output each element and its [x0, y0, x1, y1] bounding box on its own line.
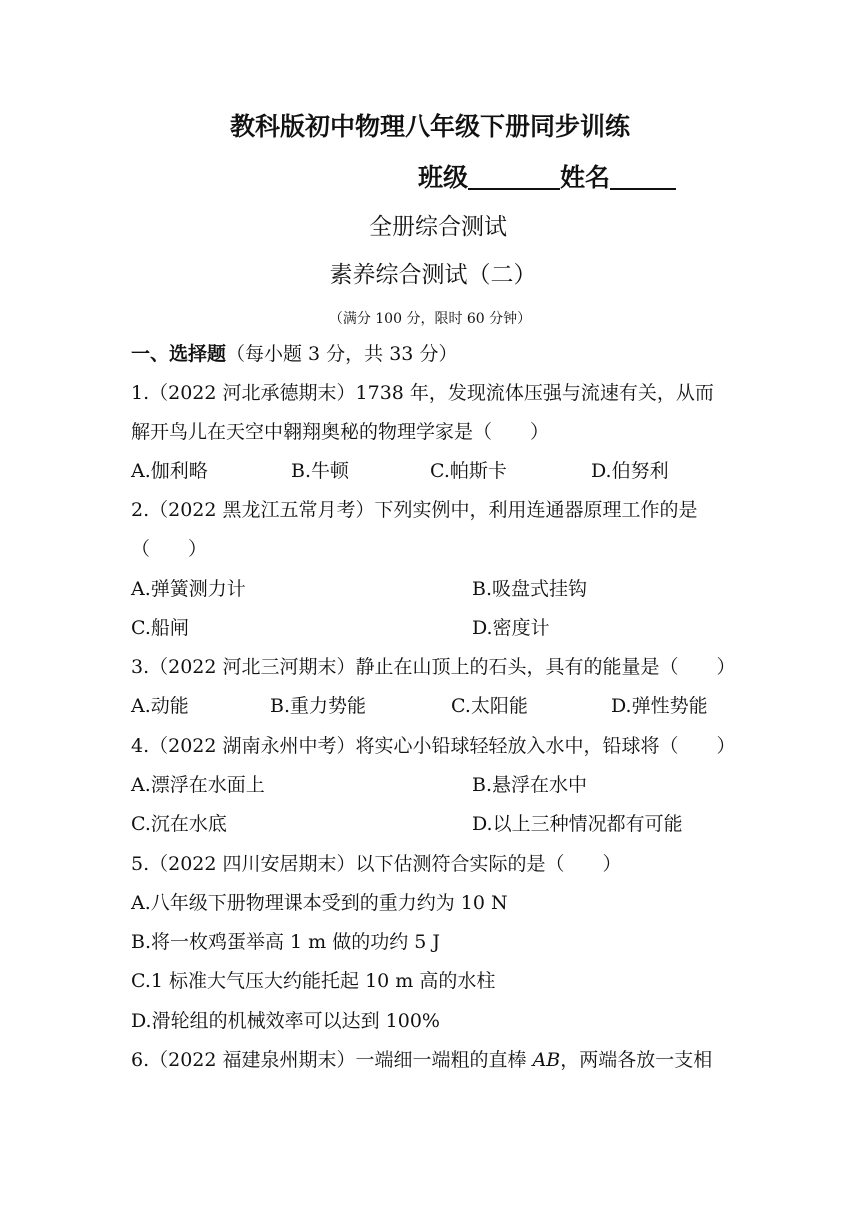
question-4-option-b[interactable]: B.悬浮在水中 — [472, 774, 588, 796]
question-6-text-post: ，两端各放一支相 — [560, 1049, 713, 1071]
section-title: 一、选择题 — [131, 343, 227, 365]
question-5-option-c[interactable]: C.1 标准大气压大约能托起 10 m 高的水柱 — [131, 970, 496, 992]
question-5-option-a[interactable]: A.八年级下册物理课本受到的重力约为 10 N — [131, 892, 508, 914]
question-5-option-d[interactable]: D.滑轮组的机械效率可以达到 100% — [131, 1010, 440, 1032]
question-5-option-b[interactable]: B.将一枚鸡蛋举高 1 m 做的功约 5 J — [131, 931, 441, 953]
question-5-line-1: 5.（2022 四川安居期末）以下估测符合实际的是（ ） — [131, 853, 622, 875]
question-2-option-b[interactable]: B.吸盘式挂钩 — [472, 578, 588, 600]
subtitle-whole-book-test: 全册综合测试 — [369, 214, 507, 240]
section-heading — [131, 341, 457, 367]
class-blank[interactable] — [468, 166, 560, 190]
question-2-option-a[interactable]: A.弹簧测力计 — [131, 578, 246, 600]
name-blank[interactable] — [610, 166, 676, 190]
question-1-option-a[interactable]: A.伽利略 — [131, 460, 208, 482]
question-6-variable: AB — [532, 1049, 561, 1071]
question-2-option-d[interactable]: D.密度计 — [472, 617, 550, 639]
name-label: 姓名 — [560, 163, 611, 192]
class-name-fields — [418, 158, 676, 194]
question-2-line-2: （ ） — [131, 538, 208, 560]
class-label: 班级 — [418, 163, 469, 192]
question-1-option-d[interactable]: D.伯努利 — [591, 460, 669, 482]
question-1-line-1: 1.（2022 河北承德期末）1738 年，发现流体压强与流速有关，从而 — [131, 382, 714, 404]
section-note: （每小题 3 分，共 33 分） — [226, 343, 458, 365]
question-3-option-b[interactable]: B.重力势能 — [270, 695, 367, 717]
question-1-option-b[interactable]: B.牛顿 — [291, 460, 350, 482]
question-4-option-d[interactable]: D.以上三种情况都有可能 — [472, 813, 683, 835]
question-3-option-d[interactable]: D.弹性势能 — [611, 695, 708, 717]
question-6-text-pre: 6.（2022 福建泉州期末）一端细一端粗的直棒 — [131, 1049, 533, 1071]
question-2-option-c[interactable]: C.船闸 — [131, 617, 189, 639]
question-4-line-1: 4.（2022 湖南永州中考）将实心小铅球轻轻放入水中，铅球将（ ） — [131, 735, 736, 757]
question-4-option-c[interactable]: C.沉在水底 — [131, 813, 227, 835]
question-6-line-1 — [131, 1047, 712, 1073]
question-2-line-1: 2.（2022 黑龙江五常月考）下列实例中，利用连通器原理工作的是 — [131, 499, 698, 521]
question-3-line-1: 3.（2022 河北三河期末）静止在山顶上的石头，具有的能量是（ ） — [131, 656, 736, 678]
question-1-line-2: 解开鸟儿在天空中翱翔奥秘的物理学家是（ ） — [131, 421, 550, 443]
question-3-option-c[interactable]: C.太阳能 — [451, 695, 528, 717]
document-title: 教科版初中物理八年级下册同步训练 — [229, 112, 630, 141]
question-4-option-a[interactable]: A.漂浮在水面上 — [131, 774, 265, 796]
score-note: （满分 100 分，限时 60 分钟） — [328, 311, 532, 327]
question-3-option-a[interactable]: A.动能 — [131, 695, 189, 717]
question-1-option-c[interactable]: C.帕斯卡 — [430, 460, 507, 482]
subtitle-literacy-test: 素养综合测试（二） — [329, 262, 537, 288]
